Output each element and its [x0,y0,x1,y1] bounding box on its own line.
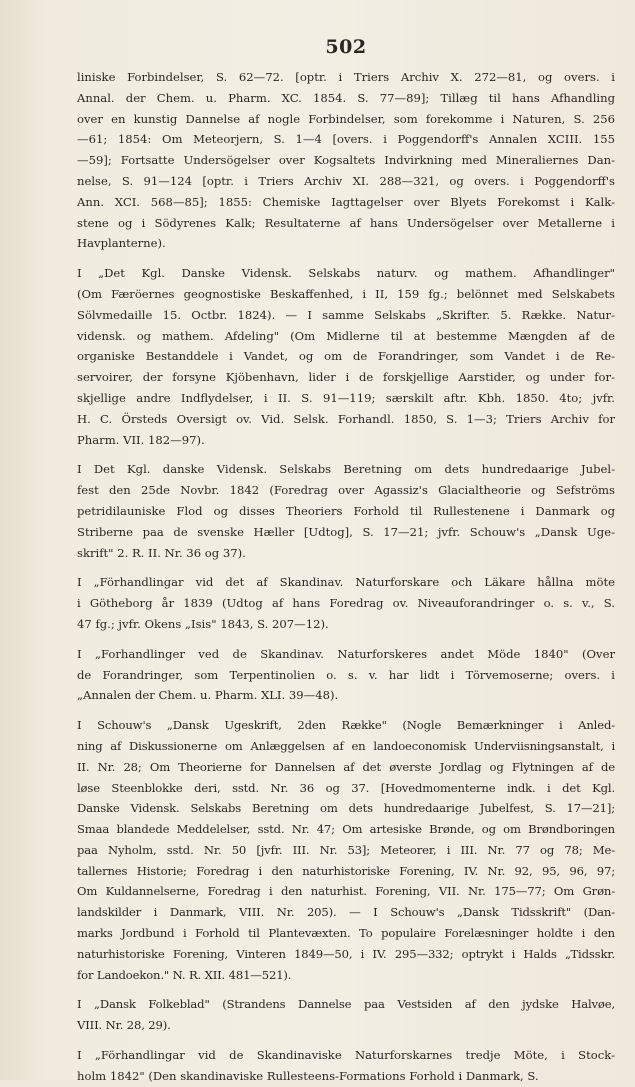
text-line: Striberne paa de svenske Hæller [Udtog], S. 17—21; jvfr. Schouw's „Dansk Uge- [77,524,615,539]
text-line: Annal. der Chem. u. Pharm. XC. 1854. S. 77—89]; Tillæg til hans Afhandling [77,90,615,105]
text-line: over en kunstig Dannelse af nogle Forbindelser, som forekomme i Naturen, S. 256 [77,111,615,126]
text-line: naturhistoriske Forening, Vinteren 1849—50, i IV. 295—332; optrykt i Halds „Tidsskr. [77,946,615,961]
paragraph [77,572,615,634]
text-line: skjellige andre Indflydelser, i II. S. 91—119; særskilt aftr. Kbh. 1850. 4to; jvfr. [77,390,615,405]
text-line: skrift" 2. R. II. Nr. 36 og 37). [77,545,246,560]
text-line: 47 fg.; jvfr. Okens „Isis" 1843, S. 207—12). [77,616,329,631]
text-line: II. Nr. 28; Om Theorierne for Dannelsen af det øverste Jordlag og Flytningen af de [77,759,615,774]
text-line: I „Dansk Folkeblad" (Strandens Dannelse paa Vestsiden af den jydske Halvøe, [77,997,615,1012]
text-line: løse Steenblokke deri, sstd. Nr. 36 og 37. [Hovedmomenterne indk. i det Kgl. [77,780,615,795]
text-line: ning af Diskussionerne om Anlæggelsen af en landoeconomisk Underviisningsanstalt, i [77,738,615,753]
text-line: Ann. XCI. 568—85]; 1855: Chemiske Iagttagelser over Blyets Forekomst i Kalk- [77,194,615,209]
text-line: Om Kuldannelserne, Foredrag i den naturhist. Forening, VII. Nr. 175—77; Om Grøn- [77,884,615,899]
text-line: marks Jordbund i Forhold til Plantevæxten. To populaire Forelæsninger holdte i den [77,926,615,941]
text-line: H. C. Örsteds Oversigt ov. Vid. Selsk. Forhandl. 1850, S. 1—3; Triers Archiv for [77,411,615,426]
paragraph [77,263,615,450]
text-line: I „Forhandlinger ved de Skandinav. Naturforskeres andet Möde 1840" (Over [77,646,615,661]
page-number: 502 [325,36,367,58]
paragraph [77,459,615,563]
text-line: liniske Forbindelser, S. 62—72. [optr. i Triers Archiv X. 272—81, og overs. i [77,70,615,84]
text-line: Havplanterne). [77,236,166,251]
text-line: —59]; Fortsatte Undersögelser over Kogsaltets Indvirkning med Mineraliernes Dan- [77,153,615,168]
text-line: nelse, S. 91—124 [optr. i Triers Archiv XI. 288—321, og overs. i Poggendorff's [77,173,615,188]
text-line: tallernes Historie; Foredrag i den naturhistoriske Forening, IV. Nr. 92, 95, 96, 97; [77,863,615,878]
text-line: servoirer, der forsyne Kjöbenhavn, lider i de forskjellige Aarstider, og under for- [77,370,615,385]
text-line: (Om Færöernes geognostiske Beskaffenhed, i II, 159 fg.; belönnet med Selskabets [77,286,615,301]
text-line: stene og i Södyrenes Kalk; Resultaterne af hans Undersögelser over Metallerne i [77,215,615,230]
text-line: VIII. Nr. 28, 29). [77,1018,171,1033]
paragraph [77,67,615,254]
text-line: holm 1842" (Den skandinaviske Rullesteens-Formations Forhold i Danmark, S. [77,1068,539,1083]
text-line: „Annalen der Chem. u. Pharm. XLI. 39—48). [77,688,339,703]
text-line: i Götheborg år 1839 (Udtog af hans Foredrag ov. Niveauforandringer o. s. v., S. [77,596,615,611]
text-line: petridilauniske Flod og disses Theoriers Forhold til Rullestenene i Danmark og [77,503,615,518]
paragraph [77,715,615,985]
text-line: I „Det Kgl. Danske Vidensk. Selskabs naturv. og mathem. Afhandlinger" [77,266,615,281]
paragraph [77,644,615,706]
text-line: I Schouw's „Dansk Ugeskrift, 2den Række" (Nogle Bemærkninger i Anled- [77,718,615,733]
paragraph [77,1045,615,1087]
text-line: I Det Kgl. danske Vidensk. Selskabs Beretning om dets hundredaarige Jubel- [77,462,615,477]
text-line: paa Nyholm, sstd. Nr. 50 [jvfr. III. Nr. 53]; Meteorer, i III. Nr. 77 og 78; Me- [77,842,615,857]
text-line: Danske Vidensk. Selskabs Beretning om dets hundredaarige Jubelfest, S. 17—21]; [77,801,615,816]
text-line: Pharm. VII. 182—97). [77,432,205,447]
text-line: I „Förhandlingar vid de Skandinaviske Naturforskarnes tredje Möte, i Stock- [77,1048,615,1063]
text-line: landskilder i Danmark, VIII. Nr. 205). — I Schouw's „Dansk Tidsskrift" (Dan- [77,905,615,920]
text-line: fest den 25de Novbr. 1842 (Foredrag over Agassiz's Glacialtheorie og Sefströms [77,483,615,498]
text-line: vidensk. og mathem. Afdeling" (Om Midlerne til at bestemme Mængden af de [77,328,615,343]
text-line: for Landoekon." N. R. XII. 481—521). [77,967,292,982]
body-text [77,67,615,1087]
text-line: de Forandringer, som Terpentinolien o. s. v. har lidt i Törvemoserne; overs. i [77,667,615,682]
paragraph [77,994,615,1036]
text-line: —61; 1854: Om Meteorjern, S. 1—4 [overs. i Poggendorff's Annalen XCIII. 155 [77,132,615,147]
text-line: Sölvmedaille 15. Octbr. 1824). — I samme Selskabs „Skrifter. 5. Række. Natur- [77,307,615,322]
text-line: organiske Bestanddele i Vandet, og om de Forandringer, som Vandet i de Re- [77,349,615,364]
text-line: I „Förhandlingar vid det af Skandinav. Naturforskare och Läkare hållna möte [77,575,615,590]
text-line: Smaa blandede Meddelelser, sstd. Nr. 47; Om artesiske Brønde, og om Brøndboringen [77,822,615,837]
